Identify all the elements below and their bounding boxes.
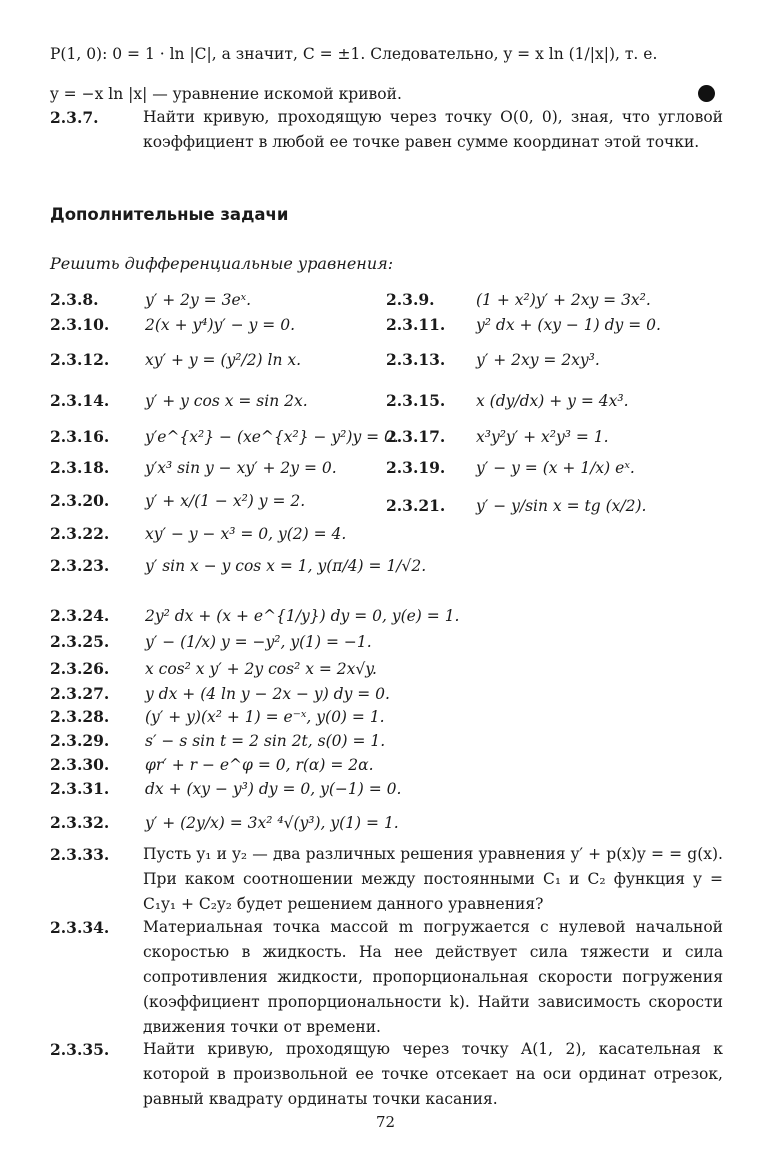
exercise-equation: y′ − y = (x + 1/x) eˣ.: [476, 459, 635, 477]
exercise-number: 2.3.32.: [50, 813, 110, 832]
exercise-number: 2.3.10.: [50, 315, 110, 334]
exercise-equation: 2y² dx + (x + e^{1/y}) dy = 0, y(e) = 1.: [145, 607, 460, 625]
exercise-number: 2.3.18.: [50, 458, 110, 477]
exercise-number: 2.3.13.: [386, 350, 446, 369]
exercise-number: 2.3.22.: [50, 524, 110, 543]
word-problem-text: Материальная точка массой m погружается с нулевой начальной скоростью в жидкость. На нее действует сила тяжести и сила сопротивления жидкости, пропорциональная скорости погружения (коэффициент пропорциональности k). Найти зависимость скорости движения точки от времени.: [143, 918, 723, 1036]
exercise-equation: y′x³ sin y − xy′ + 2y = 0.: [145, 459, 337, 477]
exercise-number: 2.3.35.: [50, 1040, 110, 1059]
exercise-equation: y′ + 2xy = 2xy³.: [476, 351, 600, 369]
exercise-equation: y² dx + (xy − 1) dy = 0.: [476, 316, 661, 334]
exercise-number: 2.3.33.: [50, 845, 110, 864]
exercise-number: 2.3.34.: [50, 918, 110, 937]
exercise-number: 2.3.17.: [386, 427, 446, 446]
exercise-equation: xy′ − y − x³ = 0, y(2) = 4.: [145, 525, 347, 543]
exercise-equation: s′ − s sin t = 2 sin 2t, s(0) = 1.: [145, 732, 386, 750]
exercise-number: 2.3.20.: [50, 491, 110, 510]
exercise-number: 2.3.27.: [50, 684, 110, 703]
exercise-number: 2.3.30.: [50, 755, 110, 774]
exercise-number: 2.3.24.: [50, 606, 110, 625]
exercise-equation: x³y²y′ + x²y³ = 1.: [476, 428, 609, 446]
word-problem-text: Пусть y₁ и y₂ — два различных решения уравнения y′ + p(x)y = = g(x). При каком соотношении между постоянными C₁ и C₂ функция y = C₁y₁ + C₂y₂ будет решением данного уравнения?: [143, 845, 723, 913]
exercise-equation: y dx + (4 ln y − 2x − y) dy = 0.: [145, 685, 390, 703]
exercise-number: 2.3.14.: [50, 391, 110, 410]
exercise-number: 2.3.9.: [386, 290, 435, 309]
page-number: 72: [375, 1113, 396, 1131]
exercise-number: 2.3.29.: [50, 731, 110, 750]
exercise-equation: y′ − y/sin x = tg (x/2).: [476, 497, 647, 515]
exercise-number: 2.3.19.: [386, 458, 446, 477]
exercise-number: 2.3.23.: [50, 556, 110, 575]
exercise-number: 2.3.16.: [50, 427, 110, 446]
exercise-number: 2.3.31.: [50, 779, 110, 798]
exercise-number: 2.3.26.: [50, 659, 110, 678]
exercise-equation: y′ − (1/x) y = −y², y(1) = −1.: [145, 633, 372, 651]
problem-number: 2.3.7.: [50, 108, 99, 127]
exercise-number: 2.3.21.: [386, 496, 446, 515]
exercise-equation: x cos² x y′ + 2y cos² x = 2x√y.: [145, 660, 377, 678]
exercise-equation: y′ + y cos x = sin 2x.: [145, 392, 308, 410]
end-of-solution-bullet-icon: [698, 85, 715, 102]
exercise-equation: (1 + x²)y′ + 2xy = 3x².: [476, 291, 651, 309]
exercise-number: 2.3.28.: [50, 707, 110, 726]
exercise-number: 2.3.12.: [50, 350, 110, 369]
exercise-equation: (y′ + y)(x² + 1) = e⁻ˣ, y(0) = 1.: [145, 708, 385, 726]
exercise-equation: y′ + x/(1 − x²) y = 2.: [145, 492, 306, 510]
section-heading: Дополнительные задачи: [50, 205, 289, 224]
exercise-number: 2.3.11.: [386, 315, 446, 334]
exercise-equation: dx + (xy − y³) dy = 0, y(−1) = 0.: [145, 780, 402, 798]
exercise-equation: 2(x + y⁴)y′ − y = 0.: [145, 316, 296, 334]
top-text-line-2: y = −x ln |x| — уравнение искомой кривой.: [50, 85, 402, 103]
word-problem-text: Найти кривую, проходящую через точку A(1, 2), касательная к которой в произвольной ее точке отсекает на оси ординат отрезок, равный квадрату ординаты точки касания.: [143, 1040, 723, 1108]
section-intro: Решить дифференциальные уравнения:: [50, 254, 394, 273]
problem-text: Найти кривую, проходящую через точку O(0, 0), зная, что угловой коэффициент в любой ее точке равен сумме координат этой точки.: [143, 108, 723, 151]
exercise-equation: y′ + 2y = 3eˣ.: [145, 291, 252, 309]
top-text-line-1: P(1, 0): 0 = 1 · ln |C|, а значит, C = ±1. Следовательно, y = x ln (1/|x|), т. е.: [50, 45, 658, 63]
exercise-equation: y′e^{x²} − (xe^{x²} − y²)y = 0.: [145, 428, 399, 446]
exercise-equation: y′ + (2y/x) = 3x² ⁴√(y³), y(1) = 1.: [145, 814, 399, 832]
exercise-equation: xy′ + y = (y²/2) ln x.: [145, 351, 302, 369]
exercise-number: 2.3.15.: [386, 391, 446, 410]
exercise-equation: x (dy/dx) + y = 4x³.: [476, 392, 629, 410]
exercise-equation: φr′ + r − e^φ = 0, r(α) = 2α.: [145, 756, 374, 774]
exercise-equation: y′ sin x − y cos x = 1, y(π/4) = 1/√2.: [145, 557, 427, 575]
exercise-number: 2.3.25.: [50, 632, 110, 651]
exercise-number: 2.3.8.: [50, 290, 99, 309]
